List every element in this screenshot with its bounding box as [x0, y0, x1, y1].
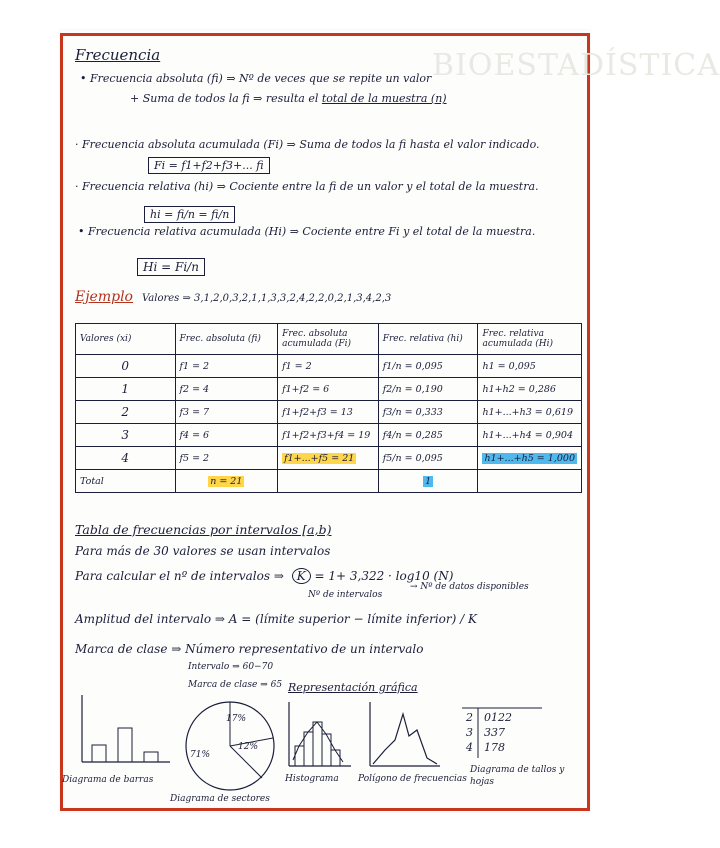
cell-hi: f2/n = 0,190	[378, 378, 478, 401]
pie-label-a: 17%	[226, 714, 247, 724]
cell-Hi: h1+...+h3 = 0,619	[478, 401, 582, 424]
table-row	[76, 378, 582, 401]
histogram-svg	[285, 700, 355, 772]
frequency-table	[75, 323, 582, 493]
th-frec-relativa: Frec. relativa (hi)	[378, 324, 478, 355]
cell-fi: f5 = 2	[175, 447, 278, 470]
cell-hi: f1/n = 0,095	[378, 355, 478, 378]
stem-value: 3	[466, 726, 473, 739]
def-absoluta: • Frecuencia absoluta (fi) ⇒ Nº de veces que se repite un valor	[80, 72, 432, 85]
cell-fi: f4 = 6	[175, 424, 278, 447]
label-poligono: Polígono de frecuencias	[358, 774, 467, 784]
cell-xi: 0	[76, 355, 176, 378]
marca-example: Marca de clase ⇒ 65	[188, 680, 283, 690]
bar-mark	[118, 728, 132, 762]
cell-xi: 1	[76, 378, 176, 401]
pie-label-b: 12%	[238, 742, 259, 752]
cell-Fi	[278, 447, 379, 470]
page-title: Frecuencia	[75, 46, 161, 64]
frame-bottom-border	[60, 808, 590, 811]
highlight-Hi-total: h1+...+h5 = 1,000	[484, 452, 575, 464]
ejemplo-label: Ejemplo	[75, 289, 133, 305]
cell-Hi	[478, 447, 582, 470]
th-frec-relativa-acumulada: Frec. relativa acumulada (Hi)	[478, 324, 582, 355]
def-suma-underlined: total de la muestra (n)	[321, 92, 447, 105]
formula-box-relativa: hi = fi/n = fi/n	[144, 206, 235, 223]
def-relativa: · Frecuencia relativa (hi) ⇒ Cociente entre la fi de un valor y el total de la muestra.	[75, 180, 539, 193]
cell-Fi: f1+f2 = 6	[278, 378, 379, 401]
intervalos-formula: = 1+ 3,322 · log10 (N)	[314, 569, 454, 583]
label-sectores: Diagrama de sectores	[170, 794, 270, 804]
cell-hi: f5/n = 0,095	[378, 447, 478, 470]
cell-xi: 3	[76, 424, 176, 447]
label-tallos: Diagrama de tallos y hojas	[470, 765, 565, 787]
hist-bar	[295, 746, 304, 766]
table-row	[76, 401, 582, 424]
leaf-values: 178	[484, 741, 505, 754]
highlight-n: n = 21	[210, 475, 243, 487]
intervalos-line1: Para más de 30 valores se usan intervalos	[75, 544, 331, 558]
polygon-svg	[365, 700, 445, 772]
hist-bar	[313, 722, 322, 766]
cell-total-label: Total	[76, 470, 176, 493]
cell-Fi: f1 = 2	[278, 355, 379, 378]
note-k: Nº de intervalos	[308, 590, 383, 600]
representacion-grafica: Representación gráfica	[288, 681, 418, 694]
intervalos-line2	[75, 568, 453, 584]
def-suma	[130, 92, 447, 105]
cell-xi: 2	[76, 401, 176, 424]
table-row	[76, 355, 582, 378]
hist-bar	[331, 750, 340, 766]
cell-hi: f4/n = 0,285	[378, 424, 478, 447]
stem-value: 4	[466, 741, 473, 754]
highlight-h-total: 1	[425, 475, 432, 487]
cell-total-n	[175, 470, 278, 493]
formula-box-relativa-acumulada: Hi = Fi/n	[137, 258, 205, 276]
k-circle: K	[292, 568, 311, 584]
intervalos-title: Tabla de frecuencias por intervalos [a,b)	[75, 522, 332, 537]
cell-empty	[478, 470, 582, 493]
table-header-row	[76, 324, 582, 355]
formula-box-acumulada: Fi = f1+f2+f3+... fi	[148, 157, 270, 174]
th-frec-absoluta: Frec. absoluta (fi)	[175, 324, 278, 355]
marca-line: Marca de clase ⇒ Número representativo de un intervalo	[75, 642, 424, 656]
pie-diagram-svg	[182, 698, 278, 794]
highlight-Fi-total: f1+...+f5 = 21	[284, 452, 355, 464]
cell-Hi: h1 = 0,095	[478, 355, 582, 378]
def-acumulada: · Frecuencia absoluta acumulada (Fi) ⇒ Suma de todos la fi hasta el valor indicado.	[75, 138, 540, 151]
ejemplo-values: Valores ⇒ 3,1,2,0,3,2,1,1,3,3,2,4,2,2,0,2,1,3,4,2,3	[142, 293, 392, 304]
poly-line	[373, 714, 437, 764]
bar-mark	[144, 752, 158, 762]
leaf-values: 337	[484, 726, 505, 739]
th-valores: Valores (xi)	[76, 324, 176, 355]
intervalo-example: Intervalo ⇒ 60−70	[188, 662, 274, 672]
leaf-values: 0122	[484, 711, 512, 724]
def-suma-text: + Suma de todos la fi ⇒ resulta el	[130, 92, 322, 105]
hist-bar	[322, 734, 331, 766]
frame-left-border	[60, 33, 63, 811]
cell-fi: f2 = 4	[175, 378, 278, 401]
intervalos-line2-text: Para calcular el nº de intervalos ⇒	[75, 569, 284, 583]
cell-fi: f1 = 2	[175, 355, 278, 378]
pie-label-c: 71%	[190, 750, 211, 760]
amplitud-line: Amplitud del intervalo ⇒ A = (límite superior − límite inferior) / K	[75, 612, 477, 626]
frame-right-border	[587, 33, 590, 811]
hist-curve	[293, 722, 343, 762]
hist-bar	[304, 732, 313, 766]
def-relativa-acumulada: • Frecuencia relativa acumulada (Hi) ⇒ Cociente entre Fi y el total de la muestra.	[78, 225, 536, 238]
cell-xi: 4	[76, 447, 176, 470]
cell-Hi: h1+h2 = 0,286	[478, 378, 582, 401]
table-row	[76, 424, 582, 447]
bar-mark	[92, 745, 106, 762]
th-frec-absoluta-acumulada: Frec. absoluta acumulada (Fi)	[278, 324, 379, 355]
cell-Hi: h1+...+h4 = 0,904	[478, 424, 582, 447]
cell-hi: f3/n = 0,333	[378, 401, 478, 424]
label-histograma: Histograma	[285, 774, 339, 784]
watermark-text: BIOESTADÍSTICA	[432, 48, 720, 83]
leaves-column	[484, 710, 512, 755]
note-n: → Nº de datos disponibles	[410, 582, 529, 592]
cell-empty	[278, 470, 379, 493]
stem-value: 2	[466, 711, 473, 724]
stems-column	[466, 710, 473, 755]
bar-diagram-svg	[70, 690, 190, 770]
frame-top-border	[60, 33, 590, 36]
table-total-row	[76, 470, 582, 493]
cell-Fi: f1+f2+f3 = 13	[278, 401, 379, 424]
table-row	[76, 447, 582, 470]
cell-fi: f3 = 7	[175, 401, 278, 424]
label-barras: Diagrama de barras	[62, 775, 154, 785]
cell-total-h	[378, 470, 478, 493]
cell-Fi: f1+f2+f3+f4 = 19	[278, 424, 379, 447]
